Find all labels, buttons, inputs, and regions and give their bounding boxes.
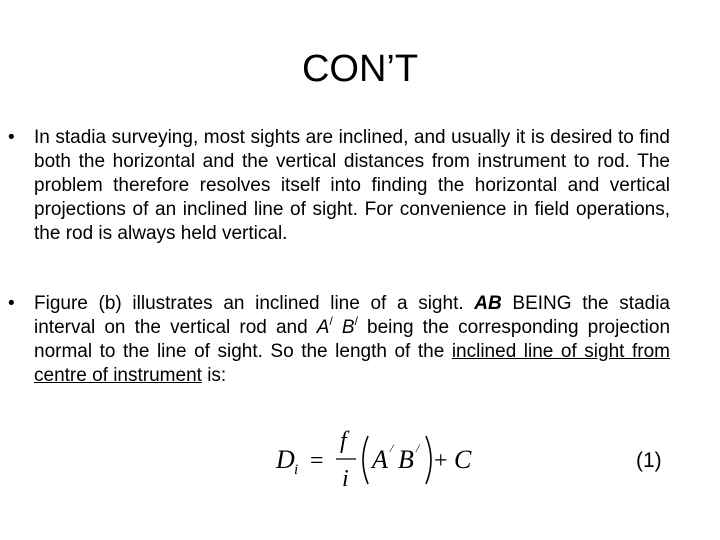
formula-c: C [454,445,472,474]
formula-d: D [276,445,295,474]
bullet-2-part-1: Figure (b) illustrates an inclined line of a sight. [34,293,475,314]
bullet-1-text: In stadia surveying, most sights are inclined, and usually it is desired to find both the horizontal and the vertical distances from instrument to rod. The problem therefore resolves itself into finding the horizontal and vertical projections of an inclined line of sight. For convenience in field operations, the rod is always held vertical. [34,127,670,244]
bullet-paragraph-1 [8,126,670,246]
bullet-2-part-4: is: [201,365,227,386]
formula-prime-a: / [390,441,394,455]
bullet-2-ab: AB [474,293,502,314]
formula-prime-b: / [416,441,420,455]
stadia-formula [270,426,500,492]
right-paren-icon [426,436,431,484]
formula-a: A [372,445,388,474]
bullet-dot-icon: • [8,127,15,148]
formula-plus: + [434,448,448,474]
bullet-2-part-3: being the corresponding projection normal to the line of sight. So the length of the [34,317,671,362]
equation-number: (1) [636,449,662,472]
bullet-2-prime-1: / [329,314,333,328]
bullet-2-prime-2: / [354,314,358,328]
bullet-2-a: A [316,317,330,338]
formula-subscript-i: i [294,462,299,478]
formula-b: B [398,445,414,474]
formula-numerator: f [340,428,347,454]
formula-denominator: i [342,466,349,492]
bullet-dot-icon: • [8,293,15,314]
slide-title: CON’T [301,48,419,90]
bullet-2-underlined-phrase: inclined line of sight from centre of instrument [34,341,670,386]
bullet-2-b: B [341,317,355,338]
bullet-2-part-2: BEING the stadia interval on the vertical rod and [34,293,670,338]
bullet-paragraph-2 [8,292,671,388]
formula-equals: = [310,448,324,474]
left-paren-icon [363,436,368,484]
